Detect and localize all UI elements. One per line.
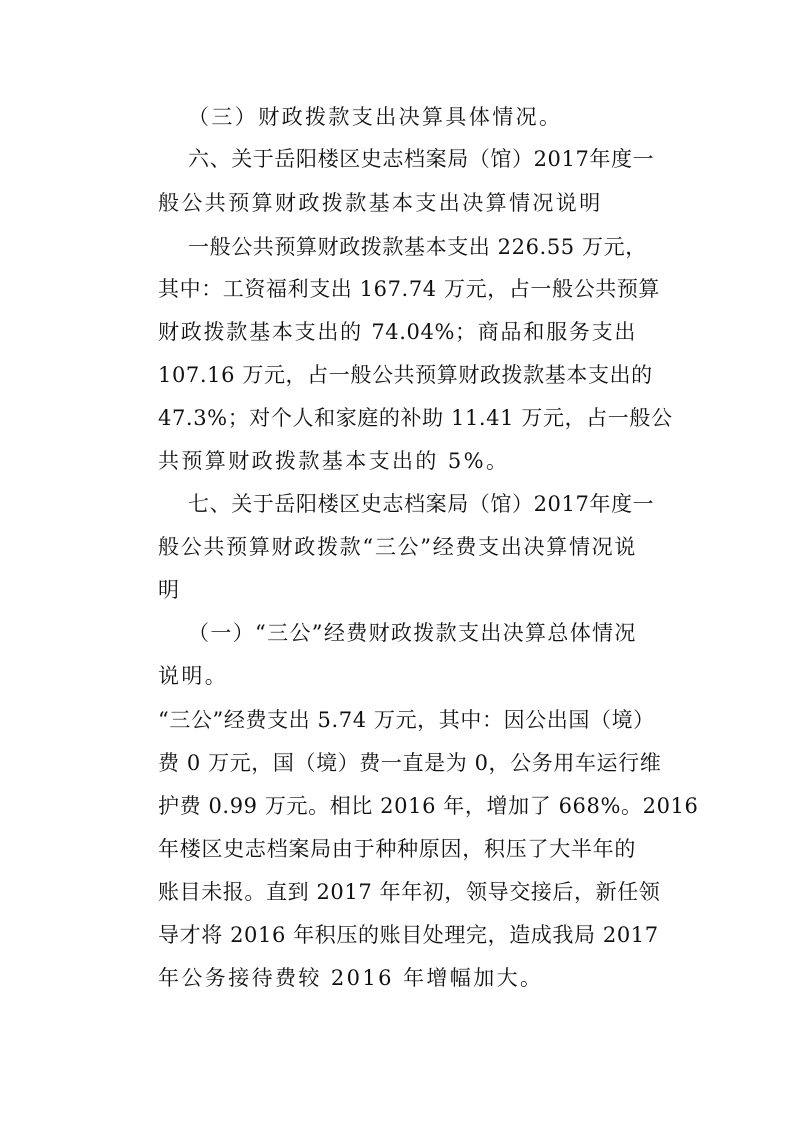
three-public-expenses-line-3: 护费 0.99 万元。相比 2016 年，增加了 668%。2016: [158, 794, 699, 818]
section-7-heading-line-3: 明: [158, 578, 182, 602]
basic-expenditure-line-4: 107.16 万元，占一般公共预算财政拨款基本支出的: [158, 363, 653, 387]
section-6-heading-line-1: 六、关于岳阳楼区史志档案局（馆）2017年度一: [188, 147, 655, 171]
subsection-1-heading-line-2: 说明。: [158, 664, 229, 688]
basic-expenditure-line-5: 47.3%；对个人和家庭的补助 11.41 万元，占一般公: [158, 406, 673, 430]
basic-expenditure-line-1: 一般公共预算财政拨款基本支出 226.55 万元，: [188, 235, 647, 259]
section-6-heading-line-2: 般公共预算财政拨款基本支出决算情况说明: [158, 191, 603, 215]
three-public-expenses-line-5: 账目未报。直到 2017 年年初，领导交接后，新任领: [158, 880, 661, 904]
basic-expenditure-line-6: 共预算财政拨款基本支出的 5%。: [158, 449, 510, 473]
subsection-1-heading-line-1: （一）“三公”经费财政拨款支出决算总体情况: [188, 621, 636, 645]
basic-expenditure-line-2: 其中：工资福利支出 167.74 万元，占一般公共预算: [158, 277, 661, 301]
three-public-expenses-line-6: 导才将 2016 年积压的账目处理完，造成我局 2017: [158, 923, 659, 947]
section-7-heading-line-2: 般公共预算财政拨款“三公”经费支出决算情况说: [158, 535, 636, 559]
three-public-expenses-line-2: 费 0 万元，国（境）费一直是为 0，公务用车运行维: [158, 751, 662, 775]
three-public-expenses-line-7: 年公务接待费较 2016 年增幅加大。: [158, 966, 544, 990]
three-public-expenses-line-4: 年楼区史志档案局由于种种原因，积压了大半年的: [158, 837, 636, 861]
section-7-heading-line-1: 七、关于岳阳楼区史志档案局（馆）2017年度一: [188, 492, 655, 516]
three-public-expenses-line-1: “三公”经费支出 5.74 万元，其中：因公出国（境）: [158, 708, 655, 732]
basic-expenditure-line-3: 财政拨款基本支出的 74.04%；商品和服务支出: [158, 320, 636, 344]
section-3-title: （三）财政拨款支出决算具体情况。: [188, 105, 563, 129]
